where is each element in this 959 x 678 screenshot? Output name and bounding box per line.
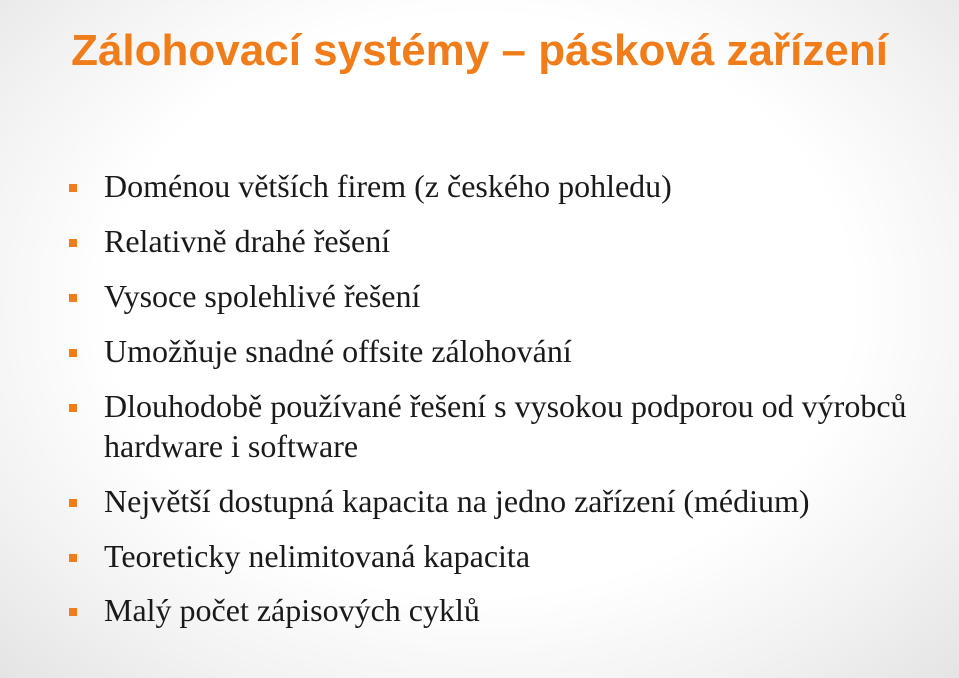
bullet-list: [0, 166, 959, 644]
bullet-text: Vysoce spolehlivé řešení: [104, 278, 421, 314]
square-bullet-icon: [69, 554, 77, 562]
list-item: [0, 590, 959, 630]
list-item: [0, 331, 959, 371]
list-item: [0, 481, 959, 521]
bullet-text: Doménou větších firem (z českého pohledu): [104, 168, 672, 204]
bullet-text: Dlouhodobě používané řešení s vysokou podporou od výrobců hardware i software: [104, 388, 907, 464]
list-item: [0, 276, 959, 316]
square-bullet-icon: [69, 499, 77, 507]
slide-title: Zálohovací systémy – pásková zařízení: [71, 26, 888, 75]
bullet-text: Umožňuje snadné offsite zálohování: [104, 333, 572, 369]
square-bullet-icon: [69, 239, 77, 247]
bullet-text: Malý počet zápisových cyklů: [104, 592, 480, 628]
square-bullet-icon: [69, 608, 77, 616]
list-item: [0, 386, 959, 466]
square-bullet-icon: [69, 349, 77, 357]
list-item: [0, 536, 959, 576]
square-bullet-icon: [69, 404, 77, 412]
square-bullet-icon: [69, 294, 77, 302]
square-bullet-icon: [69, 184, 77, 192]
list-item: [0, 221, 959, 261]
bullet-text: Největší dostupná kapacita na jedno zařízení (médium): [104, 483, 810, 519]
bullet-text: Teoreticky nelimitovaná kapacita: [104, 538, 531, 574]
bullet-text: Relativně drahé řešení: [104, 223, 391, 259]
list-item: [0, 166, 959, 206]
